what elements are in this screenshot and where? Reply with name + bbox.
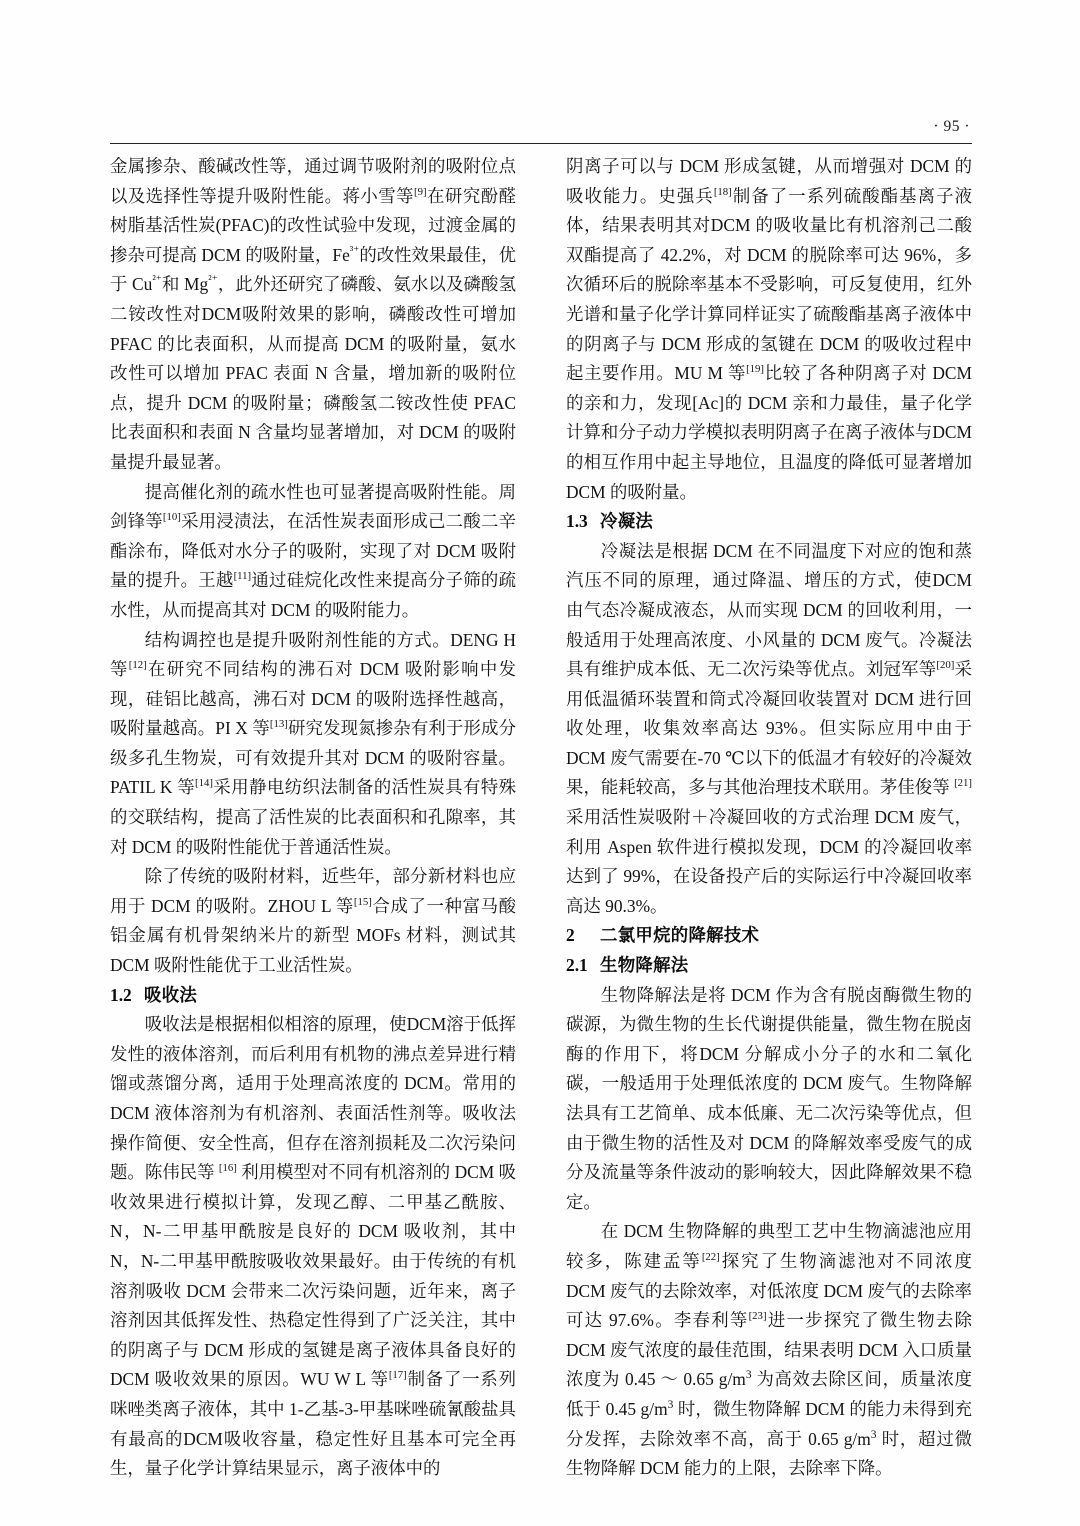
- section-heading: [566, 951, 972, 981]
- section-title: 吸收法: [144, 984, 198, 1005]
- body-paragraph: 金属掺杂、酸碱改性等，通过调节吸附剂的吸附位点以及选择性等提升吸附性能。蒋小雪等[9]在研究酚醛树脂基活性炭(PFAC)的改性试验中发现，过渡金属的掺杂可提高 DCM 的吸附量，$Fe^{^{3+}}$的改性效果最佳，优于 $Cu^{^{2+}}$和 $Mg^{^{2+}}$，此外还研究了磷酸、氨水以及磷酸氢二铵改性对DCM吸附效果的影响，磷酸改性可增加 PFAC 的比表面积，从而提高 DCM 的吸附量，氨水改性可以增加 PFAC 表面 N 含量，增加新的吸附位点，提升 DCM 的吸附量；磷酸氢二铵改性使 PFAC 比表面积和表面 N 含量均显著增加，对 DCM 的吸附量提升最显著。: [110, 156, 516, 472]
- section-heading: [566, 921, 972, 951]
- body-paragraph: 吸收法是根据相似相溶的原理，使DCM溶于低挥发性的液体溶剂，而后利用有机物的沸点差异进行精馏或蒸馏分离，适用于处理高浓度的 DCM。常用的 DCM 液体溶剂为有机溶剂、表面活性剂等。吸收法操作简便、安全性高，但存在溶剂损耗及二次污染问题。陈伟民等 [16] 利用模型对不同有机溶剂的 DCM 吸收效果进行模拟计算，发现乙醇、二甲基乙酰胺、N，N-二甲基甲酰胺是良好的 DCM 吸收剂，其中 N，N-二甲基甲酰胺吸收效果最好。由于传统的有机溶剂吸收 DCM 会带来二次污染问题，近年来，离子溶剂因其低挥发性、热稳定性得到了广泛关注，其中的阴离子与 DCM 形成的氢键是离子液体具备良好的 DCM 吸收效果的原因。WU W L 等[17]制备了一系列咪唑类离子液体，其中 1-乙基-3-甲基咪唑硫氰酸盐具有最高的DCM吸收容量，稳定性好且基本可完全再生，量子化学计算结果显示，离子液体中的: [110, 1014, 516, 1479]
- header-rule: [110, 143, 972, 144]
- body-paragraph: 提高催化剂的疏水性也可显著提高吸附性能。周剑锋等[10]采用浸渍法，在活性炭表面形成己二酸二辛酯涂布，降低对水分子的吸附，实现了对 DCM 吸附量的提升。王越[11]通过硅烷化改性来提高分子筛的疏水性，从而提高其对 DCM 的吸附能力。: [110, 481, 516, 620]
- section-number: 1.2: [110, 984, 132, 1005]
- section-heading: [566, 507, 972, 537]
- section-title: 冷凝法: [600, 511, 654, 532]
- body-paragraph: 在 DCM 生物降解的典型工艺中生物滴滤池应用较多，陈建孟等[22]探究了生物滴滤池对不同浓度 DCM 废气的去除效率，对低浓度 DCM 废气的去除率可达 97.6%。李春利等[23]进一步探究了微生物去除 DCM 废气浓度的最佳范围，结果表明 DCM 入口质量浓度为 0.45 ～ 0.65 $g/m^3$ 为高效去除区间，质量浓度低于 0.45 $g/m^3$ 时，微生物降解 DCM 的能力未得到充分发挥，去除效率不高，高于 0.65 $g/m^3$ 时，超过微生物降解 DCM 能力的上限，去除率下降。: [566, 1221, 973, 1479]
- section-title: 二氯甲烷的降解技术: [600, 925, 760, 946]
- body-paragraph: 阴离子可以与 DCM 形成氢键，从而增强对 DCM 的吸收能力。史强兵[18]制备了一系列硫酸酯基离子液体，结果表明其对DCM 的吸收量比有机溶剂己二酸双酯提高了 42.2%，对 DCM 的脱除率可达 96%，多次循环后的脱除率基本不受影响，可反复使用，红外光谱和量子化学计算同样证实了硫酸酯基离子液体中的阴离子与 DCM 形成的氢键在 DCM 的吸收过程中起主要作用。MU M 等[19]比较了各种阴离子对 DCM 的亲和力，发现[Ac]的 DCM 亲和力最佳，量子化学计算和分子动力学模拟表明阴离子在离子液体与DCM的相互作用中起主导地位，且温度的降低可显著增加 DCM 的吸附量。: [566, 156, 972, 502]
- section-title: 生物降解法: [600, 955, 689, 976]
- two-column-body: [110, 152, 973, 1479]
- section-heading: [110, 981, 516, 1011]
- section-number: 1.3: [566, 511, 588, 532]
- right-column: [566, 152, 972, 1484]
- body-paragraph: 生物降解法是将 DCM 作为含有脱卤酶微生物的碳源，为微生物的生长代谢提供能量，微生物在脱卤酶的作用下，将DCM 分解成小分子的水和二氧化碳，一般适用于处理低浓度的 DCM 废气。生物降解法具有工艺简单、成本低廉、无二次污染等优点，但由于微生物的活性及对 DCM 的降解效率受废气的成分及流量等条件波动的影响较大，因此降解效果不稳定。: [566, 984, 972, 1212]
- left-column: [110, 152, 516, 1484]
- body-paragraph: 冷凝法是根据 DCM 在不同温度下对应的饱和蒸汽压不同的原理，通过降温、增压的方式，使DCM 由气态冷凝成液态，从而实现 DCM 的回收利用，一般适用于处理高浓度、小风量的 DCM 废气。冷凝法具有维护成本低、无二次污染等优点。刘冠军等[20]采用低温循环装置和筒式冷凝回收装置对 DCM 进行回收处理，收集效率高达 93%。但实际应用中由于 DCM 废气需要在-70 ℃以下的低温才有较好的冷凝效果，能耗较高，多与其他治理技术联用。茅佳俊等 [21]采用活性炭吸附＋冷凝回收的方式治理 DCM 废气，利用 Aspen 软件进行模拟发现，DCM 的冷凝回收率达到了 99%，在设备投产后的实际运行中冷凝回收率高达 90.3%。: [566, 540, 972, 916]
- section-number: 2: [566, 925, 575, 946]
- body-paragraph: 结构调控也是提升吸附剂性能的方式。DENG H 等[12]在研究不同结构的沸石对 DCM 吸附影响中发现，硅铝比越高，沸石对 DCM 的吸附选择性越高，吸附量越高。PI X 等[13]研究发现氮掺杂有利于形成分级多孔生物炭，可有效提升其对 DCM 的吸附容量。PATIL K 等[14]采用静电纺织法制备的活性炭具有特殊的交联结构，提高了活性炭的比表面积和孔隙率，其对 DCM 的吸附性能优于普通活性炭。: [110, 629, 516, 857]
- section-number: 2.1: [566, 955, 588, 976]
- page-number: · 95 ·: [933, 118, 970, 135]
- body-paragraph: 除了传统的吸附材料，近些年，部分新材料也应用于 DCM 的吸附。ZHOU L 等[15]合成了一种富马酸铝金属有机骨架纳米片的新型 MOFs 材料，测试其 DCM 吸附性能优于工业活性炭。: [110, 866, 516, 976]
